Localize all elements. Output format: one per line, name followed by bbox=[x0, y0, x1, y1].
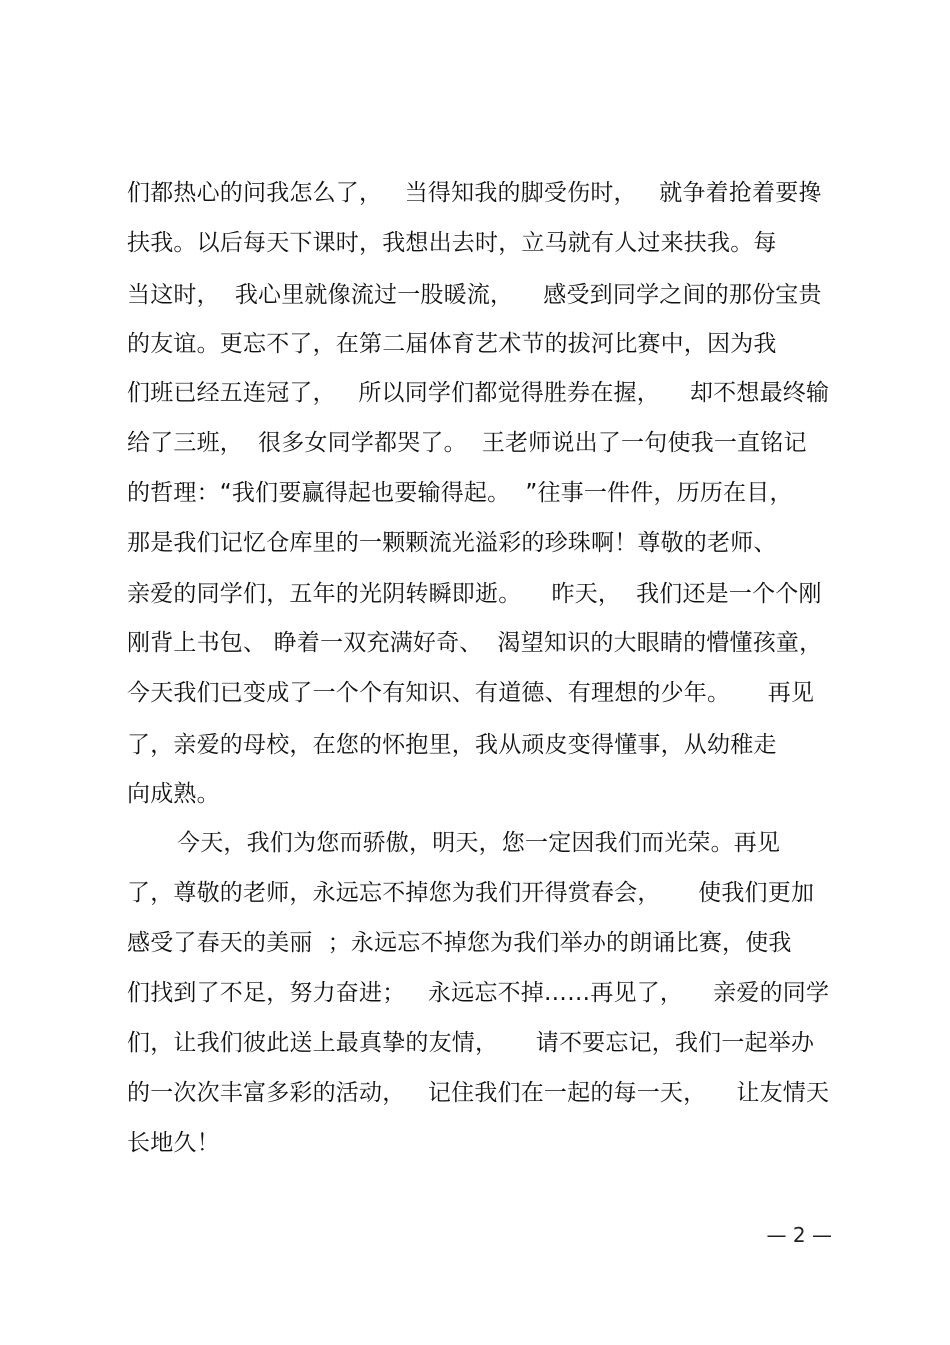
text-line: 的友谊。更忘不了，在第二届体育艺术节的拔河比赛中，因为我 bbox=[127, 331, 777, 357]
text-line: 的一次次丰富多彩的活动， 记住我们在一起的每一天， 让友情天 bbox=[127, 1080, 830, 1106]
text-line: 长地久！ bbox=[127, 1130, 220, 1156]
page-number: — 2 — bbox=[766, 1223, 832, 1247]
text-line: 了，尊敬的老师，永远忘不掉您为我们开得赏春会， 使我们更加 bbox=[127, 880, 815, 906]
text-line: 今天我们已变成了一个个有知识、有道德、有理想的少年。 再见 bbox=[127, 680, 815, 706]
text-line: 刚背上书包、 睁着一双充满好奇、 渴望知识的大眼睛的懵懂孩童， bbox=[127, 630, 823, 656]
text-line: 们找到了不足，努力奋进； 永远忘不掉……再见了， 亲爱的同学 bbox=[127, 980, 830, 1006]
text-line: 向成熟。 bbox=[127, 781, 220, 807]
text-line: 了，亲爱的母校，在您的怀抱里，我从顽皮变得懂事，从幼稚走 bbox=[127, 732, 777, 758]
text-line: 亲爱的同学们，五年的光阴转瞬即逝。 昨天， 我们还是一个个刚 bbox=[127, 581, 822, 607]
text-line: 扶我。以后每天下课时，我想出去时，立马就有人过来扶我。每 bbox=[127, 230, 777, 256]
text-line: 当这时， 我心里就像流过一股暖流， 感受到同学之间的那份宝贵 bbox=[127, 282, 822, 308]
text-line: 给了三班， 很多女同学都哭了。 王老师说出了一句使我一直铭记 bbox=[127, 430, 807, 456]
text-line: 们班已经五连冠了， 所以同学们都觉得胜券在握， 却不想最终输 bbox=[127, 380, 830, 406]
text-line: 今天，我们为您而骄傲，明天，您一定因我们而光荣。再见 bbox=[177, 830, 781, 856]
text-line: 感受了春天的美丽 ；永远忘不掉您为我们举办的朗诵比赛，使我 bbox=[127, 930, 792, 956]
text-line: 的哲理：“我们要赢得起也要输得起。 ”往事一件件，历历在目， bbox=[127, 480, 793, 506]
text-line: 们，让我们彼此送上最真挚的友情， 请不要忘记，我们一起举办 bbox=[127, 1030, 815, 1056]
text-line: 们都热心的问我怎么了， 当得知我的脚受伤时， 就争着抢着要搀 bbox=[127, 180, 822, 206]
text-line: 那是我们记忆仓库里的一颗颗流光溢彩的珍珠啊！尊敬的老师、 bbox=[127, 530, 777, 556]
